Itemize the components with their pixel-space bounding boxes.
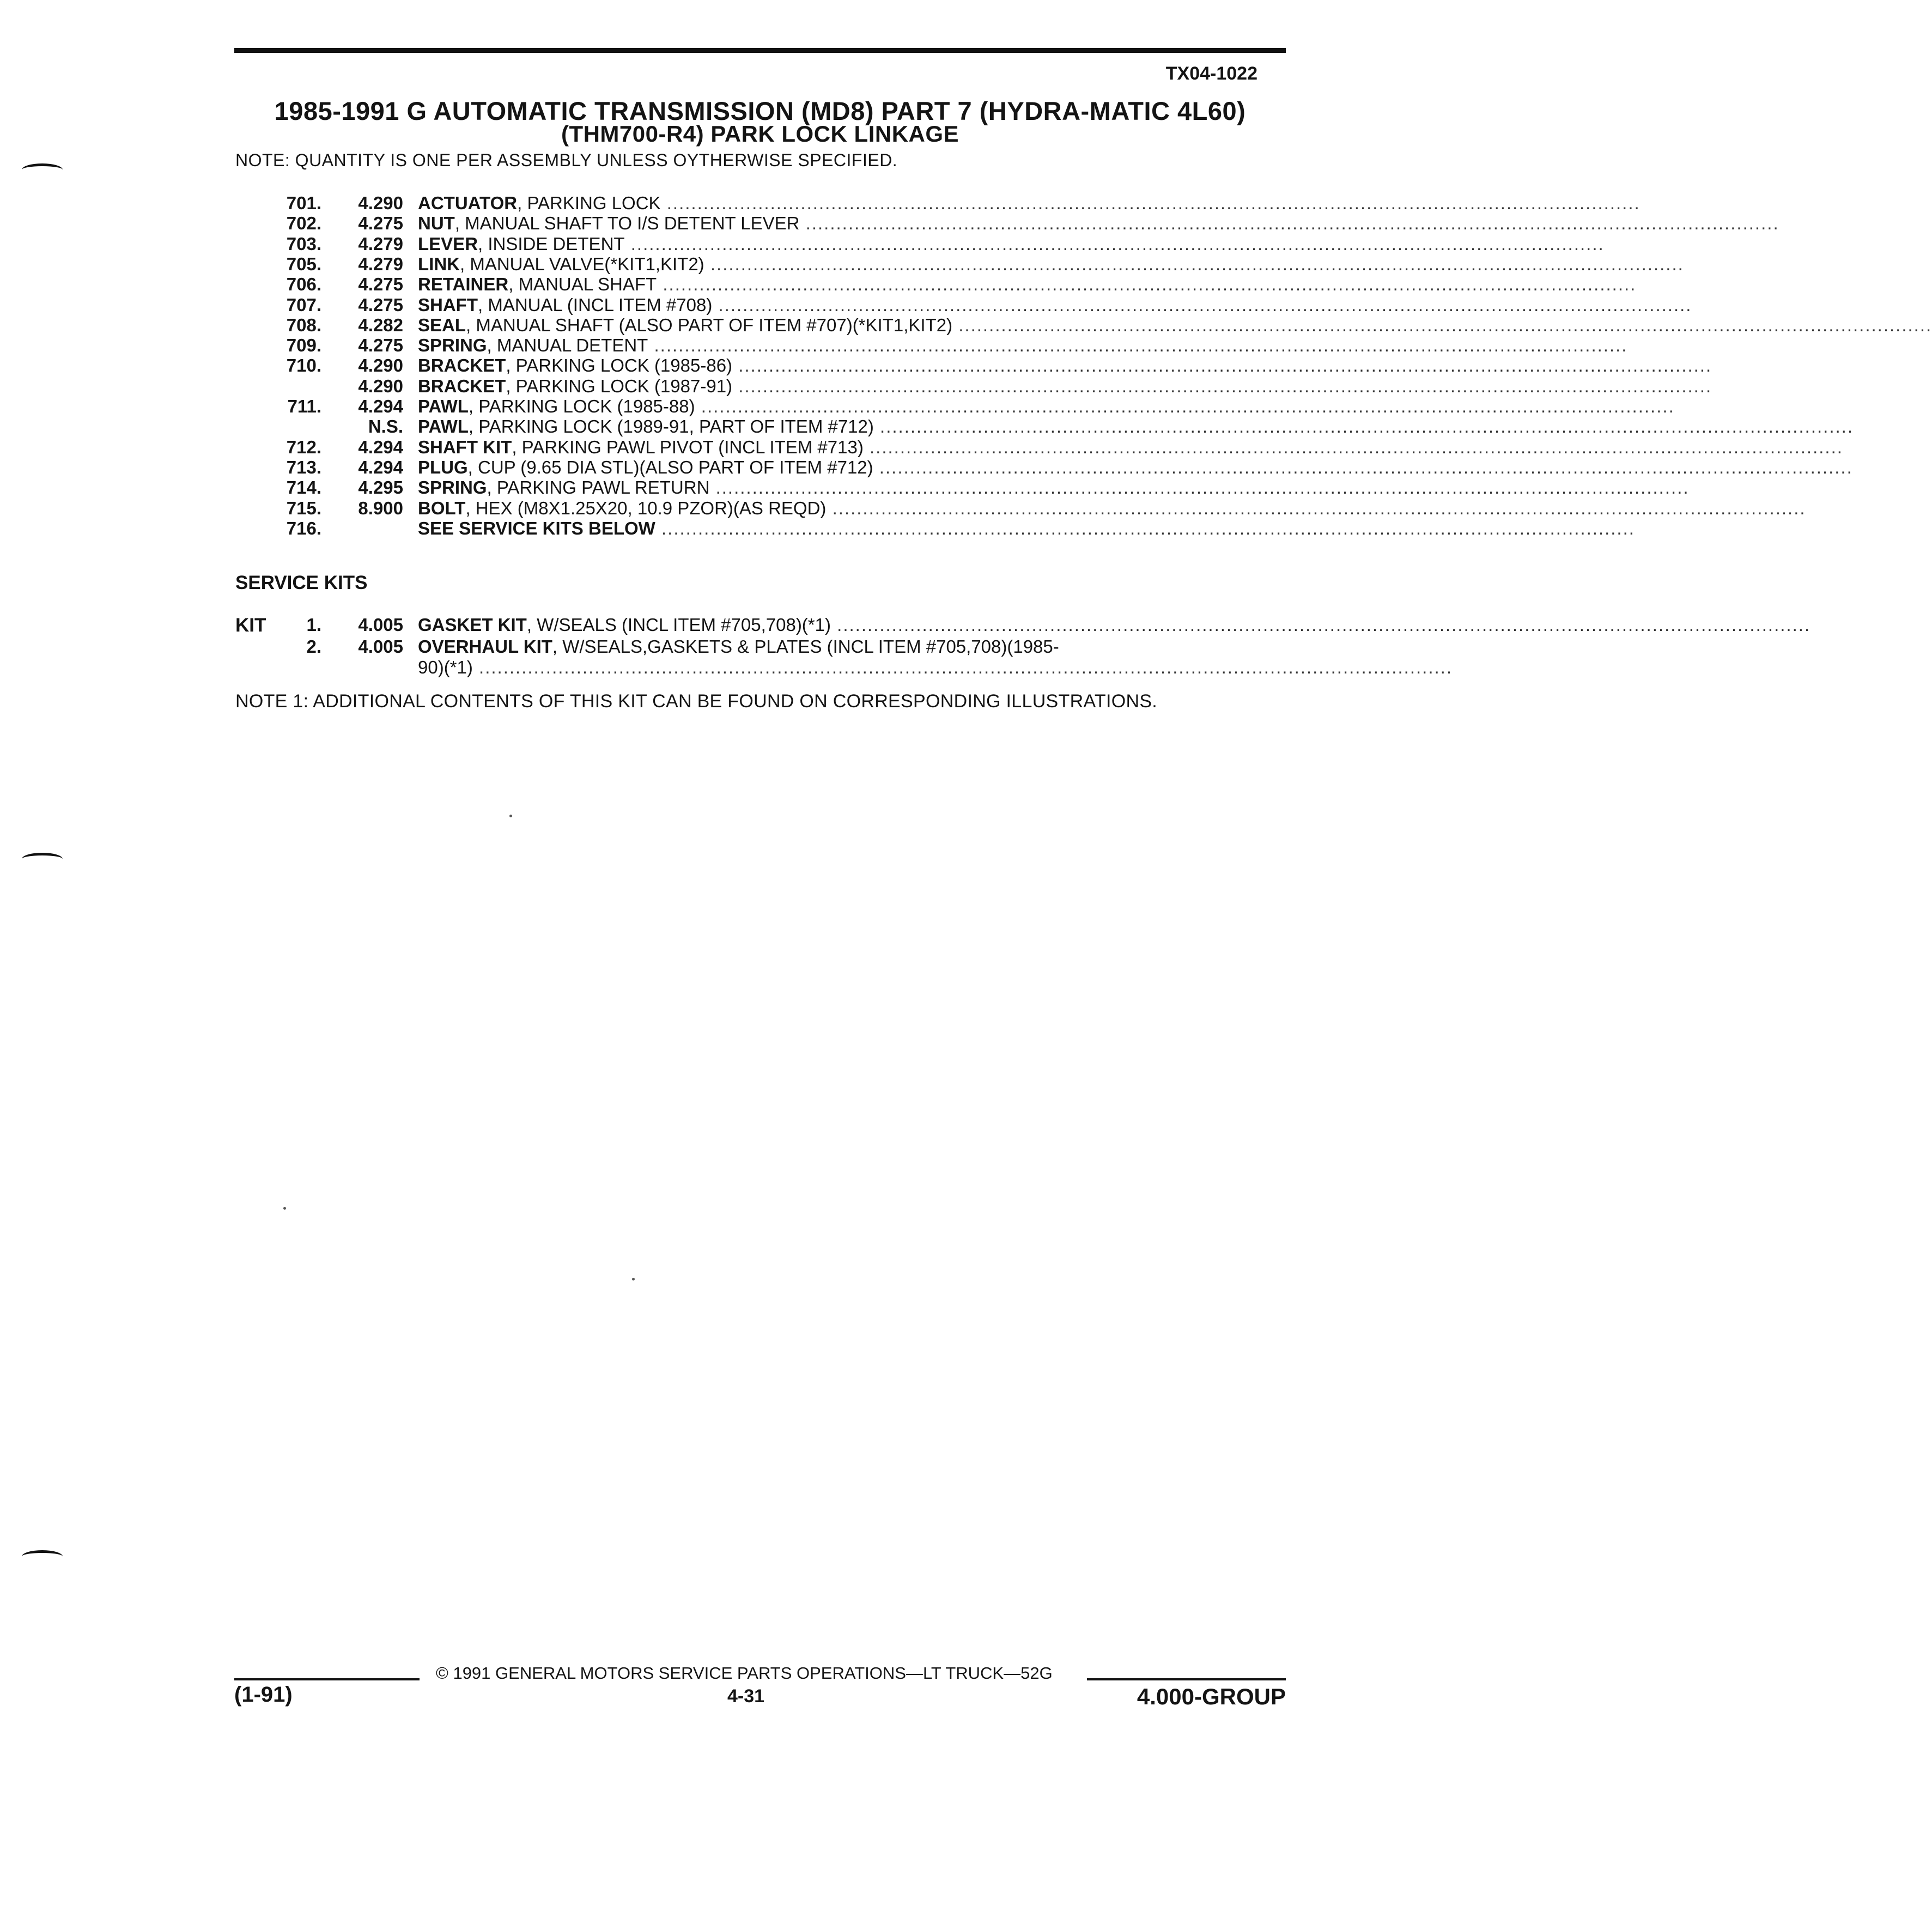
part-detail: , PARKING PAWL RETURN [487,477,710,498]
part-description [418,615,1811,635]
group-number: 4.290 [358,355,403,376]
item-number: 707. [286,294,321,315]
part-name: BRACKET [418,375,506,396]
group-number: 8.900 [358,497,403,518]
part-name: SHAFT KIT [418,436,512,457]
part-detail: , PARKING LOCK (1985-86) [506,355,733,376]
part-description [418,355,1712,376]
kit-description-continued [418,657,1453,678]
dot-leader: ................................................................................................................................................................ [799,213,1779,234]
dot-leader: ................................................................................................................................................................ [648,335,1628,356]
dot-leader: ................................................................................................................................................................ [826,497,1806,518]
part-description [418,253,1684,275]
dot-leader: ................................................................................................................................................................ [704,253,1684,274]
group-number: 4.294 [358,396,403,416]
part-name: SEAL [418,314,466,335]
group-number: 4.295 [358,477,403,498]
top-rule [234,48,1286,53]
part-detail: , PARKING LOCK (1989-91, PART OF ITEM #712) [468,416,874,437]
part-description [418,518,1635,539]
part-name: BRACKET [418,355,506,376]
part-description [418,396,1675,417]
part-detail: , INSIDE DETENT [478,233,625,254]
item-number: 714. [286,477,321,498]
item-number: 711. [287,396,321,416]
part-name: SHAFT [418,294,478,315]
item-number: 703. [286,233,321,254]
group-number: 4.294 [358,457,403,477]
footer-copyright: © 1991 GENERAL MOTORS SERVICE PARTS OPERATIONS—LT TRUCK—52G [436,1664,1053,1683]
dot-leader: ................................................................................................................................................................ [873,457,1853,477]
item-number: 708. [286,314,321,335]
group-number: 4.275 [358,274,403,295]
dot-leader: ................................................................................................................................................................ [660,193,1641,213]
part-name: LEVER [418,233,478,254]
part-name: PLUG [418,457,468,477]
item-number: 713. [286,457,321,477]
note-1: NOTE 1: ADDITIONAL CONTENTS OF THIS KIT CAN BE FOUND ON CORRESPONDING ILLUSTRATIONS. [235,691,1158,712]
part-name: PAWL [418,416,469,437]
kit-description [418,636,1164,657]
group-number: N.S. [368,416,403,437]
page-subtitle: (THM700-R4) PARK LOCK LINKAGE [561,121,959,147]
part-description [418,477,1690,498]
scan-speck [283,1207,286,1210]
part-description [418,294,1692,315]
dot-leader: ................................................................................................................................................................ [732,355,1712,376]
part-detail: , MANUAL SHAFT TO I/S DETENT LEVER [454,213,800,234]
part-description [418,436,1843,458]
binder-hole-mark [22,163,63,176]
dot-leader: ................................................................................................................................................................ [830,615,1811,635]
kit-detail: , W/SEALS,GASKETS & PLATES (INCL ITEM #705,708)(1985- [552,636,1059,657]
item-number: 715. [286,497,321,518]
kit-label: KIT [235,615,266,636]
dot-leader: ................................................................................................................................................................ [657,274,1637,295]
kit-detail-continued: 90)(*1) [418,657,473,677]
item-number: 706. [286,274,321,295]
footer-date: (1-91) [234,1683,293,1707]
part-name: PAWL [418,396,469,416]
footer-rule-right [1087,1678,1286,1680]
dot-leader: ................................................................................................................................................................ [472,657,1453,677]
dot-leader: ................................................................................................................................................................ [732,375,1712,396]
dot-leader: ................................................................................................................................................................ [863,436,1843,457]
part-detail: , PARKING LOCK (1985-88) [468,396,695,416]
group-number: 4.290 [358,375,403,396]
group-number: 4.294 [358,436,403,457]
group-number: 4.275 [358,294,403,315]
part-description [418,335,1628,356]
part-description [418,233,1605,254]
part-name: SPRING [418,477,487,498]
item-number: 710. [286,355,321,376]
part-name: GASKET KIT [418,615,527,635]
doc-id: TX04-1022 [1165,63,1257,84]
item-number: 701. [286,193,321,213]
footer-page-number: 4-31 [727,1686,765,1707]
dot-leader: ................................................................................................................................................................ [624,233,1605,254]
part-description [418,457,1853,478]
page-title: 1985-1991 G AUTOMATIC TRANSMISSION (MD8) PART 7 (HYDRA-MATIC 4L60) [274,96,1246,125]
item-number: 716. [286,518,321,538]
group-number: 4.279 [358,253,403,274]
part-name: RETAINER [418,274,509,295]
quantity-note: NOTE: QUANTITY IS ONE PER ASSEMBLY UNLESS OYTHERWISE SPECIFIED. [235,150,898,170]
part-name: LINK [418,253,460,274]
part-description [418,193,1641,214]
part-detail: , CUP (9.65 DIA STL)(ALSO PART OF ITEM #712) [467,457,873,477]
group-number: 4.290 [358,193,403,213]
part-description [418,497,1806,519]
part-description [418,213,1779,234]
part-detail: , MANUAL DETENT [487,335,648,356]
scan-speck [509,815,512,817]
dot-leader: ................................................................................................................................................................ [709,477,1690,498]
part-detail: , MANUAL VALVE(*KIT1,KIT2) [460,253,704,274]
footer-group: 4.000-GROUP [1137,1684,1286,1709]
part-detail: , MANUAL SHAFT (ALSO PART OF ITEM #707)(*KIT1,KIT2) [466,314,953,335]
item-number: 702. [286,213,321,234]
part-name: BOLT [418,497,466,518]
footer-rule-left [234,1678,420,1680]
kit-name: OVERHAUL KIT [418,636,552,657]
scan-speck [632,1278,635,1280]
part-detail: , HEX (M8X1.25X20, 10.9 PZOR)(AS REQD) [465,497,827,518]
part-detail: , PARKING LOCK [517,193,661,213]
part-name: SEE SERVICE KITS BELOW [418,518,655,538]
part-description [418,314,1932,336]
service-kits-heading: SERVICE KITS [235,572,368,593]
part-name: ACTUATOR [418,193,518,213]
dot-leader: ................................................................................................................................................................ [712,294,1692,315]
item-number: 709. [286,335,321,356]
part-detail: , MANUAL (INCL ITEM #708) [478,294,713,315]
part-detail: , W/SEALS (INCL ITEM #705,708)(*1) [526,615,831,635]
binder-hole-mark [22,1550,63,1563]
item-number: 712. [286,436,321,457]
part-detail: , PARKING PAWL PIVOT (INCL ITEM #713) [512,436,864,457]
part-description [418,375,1712,397]
dot-leader: ................................................................................................................................................................ [655,518,1635,538]
dot-leader: ................................................................................................................................................................ [873,416,1854,437]
group-number: 4.275 [358,335,403,356]
group-number: 4.005 [358,636,403,657]
binder-hole-mark [22,853,63,865]
group-number: 4.005 [358,615,403,635]
item-number: 1. [306,615,321,635]
part-description [418,416,1854,437]
part-name: SPRING [418,335,487,356]
group-number: 4.275 [358,213,403,234]
kit-number: 2. [306,636,321,657]
part-detail: , PARKING LOCK (1987-91) [506,375,733,396]
part-description [418,274,1637,295]
group-number: 4.282 [358,314,403,335]
dot-leader: ................................................................................................................................................................ [695,396,1675,416]
part-name: NUT [418,213,455,234]
item-number: 705. [286,253,321,274]
group-number: 4.279 [358,233,403,254]
part-detail: , MANUAL SHAFT [508,274,657,295]
dot-leader: ................................................................................................................................................................ [952,314,1932,335]
